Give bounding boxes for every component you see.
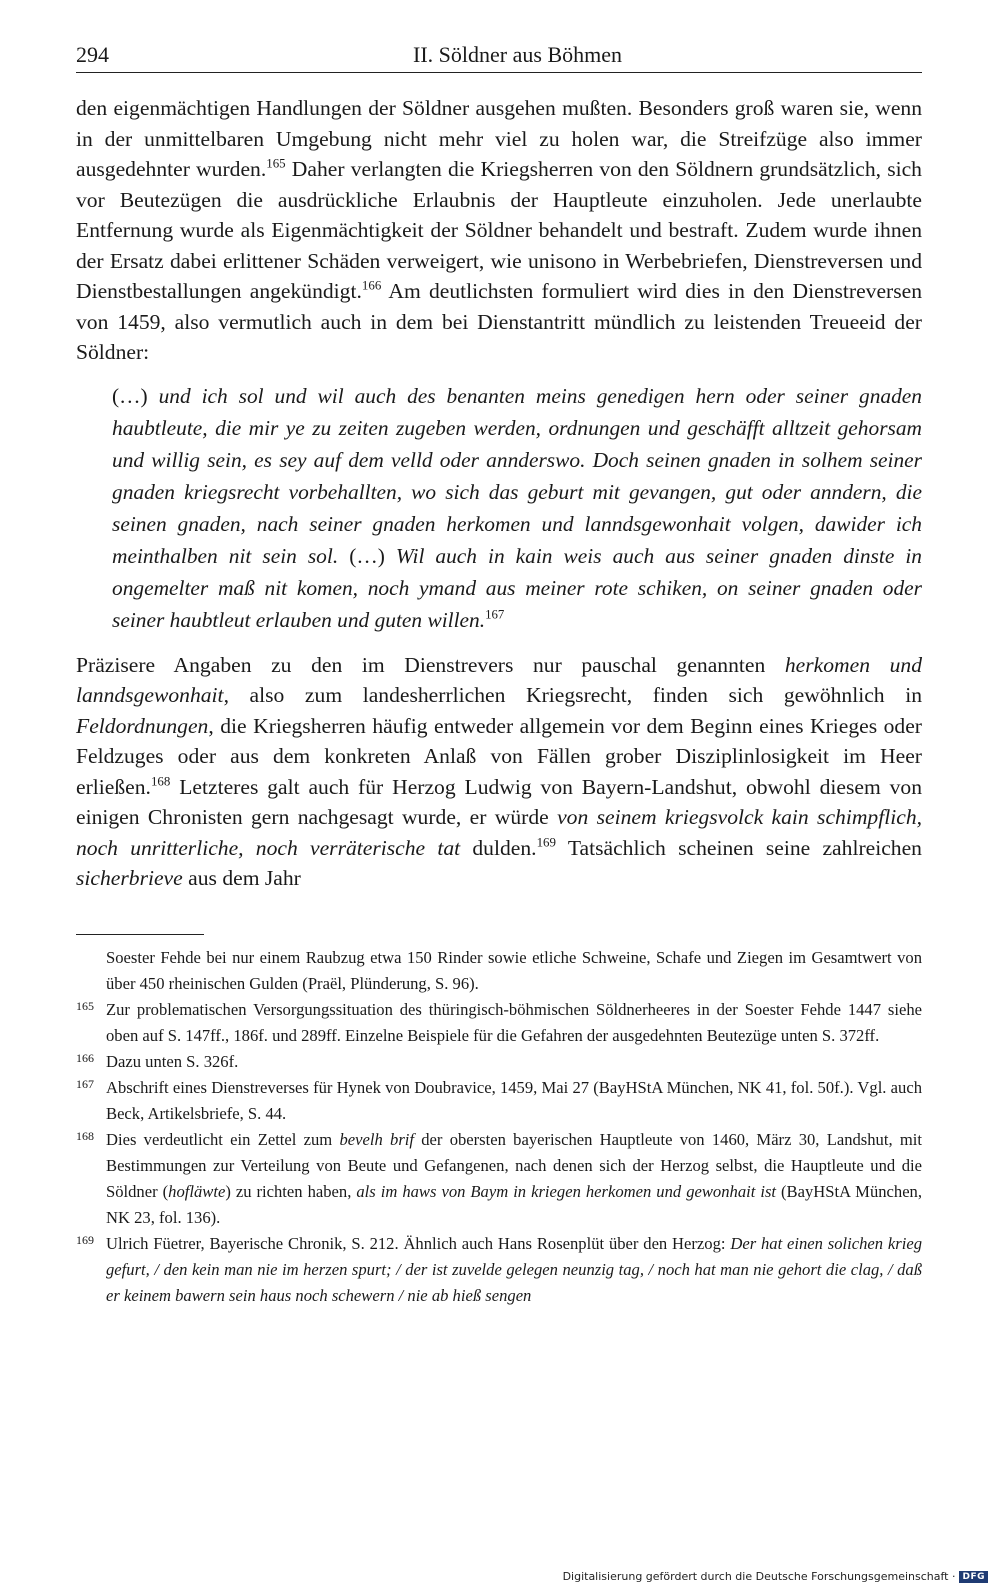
ellipsis: (…) <box>112 383 159 408</box>
page-number: 294 <box>76 42 109 67</box>
footer-credit: Digitalisierung gefördert durch die Deutsche Forschungsgemeinschaft · <box>562 1570 956 1583</box>
footnote-text: Abschrift eines Dienstreverses für Hynek von Doubravice, 1459, Mai 27 (BayHStA München, NK 41, fol. 50f.). Vgl. auch Beck, Artikelsbriefe, S. 44. <box>106 1077 922 1123</box>
text-run: dulden. <box>460 835 537 860</box>
text-run: , also zum landesherrlichen Kriegsrecht, finden sich gewöhnlich in <box>223 683 922 707</box>
footnote-number: 169 <box>76 1232 94 1247</box>
text-run: Daher verlangten die Kriegsherren von den Söldnern grundsätzlich, sich vor Beutezügen die ausdrückliche Erlaubnis der Hauptleute einzuholen. Jede unerlaubte Entfernung wurde als Eigenmächtigkeit der Söldner behandelt und bestraft. Zudem wurde ihnen der Ersatz dabei erlittener Schäden verweigert, wie unisono in Werbebriefen, Dienstreversen und Dienstbestallungen angekündigt. <box>76 157 922 303</box>
footnote-number: 165 <box>76 998 94 1013</box>
dfg-logo: DFG <box>959 1571 988 1583</box>
italic-term: sicherbrieve <box>76 866 183 890</box>
text-run: Präzisere Angaben zu den im Dienstrevers nur pauschal genannten <box>76 652 785 677</box>
footnotes <box>76 945 922 1309</box>
footnote-ref[interactable]: 165 <box>266 155 286 171</box>
footnote-168 <box>76 1127 922 1231</box>
footnote-continuation: Soester Fehde bei nur einem Raubzug etwa 150 Rinder sowie etliche Schweine, Schafe und Ziegen im Gesamtwert von über 450 rheinischen Gulden (Praël, Plünderung, S. 96). <box>106 947 922 993</box>
paragraph-1 <box>76 93 922 368</box>
footnote-ref[interactable]: 166 <box>361 277 382 293</box>
running-head <box>76 42 922 73</box>
quote-text: und ich sol und wil auch des benanten meins genedigen hern oder seiner gnaden haubtleute, die mir ye zu zeiten zugeben werden, ordnungen und geschäfft alltzeit gehorsam und willig sein, es sey auf dem velld oder annderswo. Doch seinen gnaden in solhem seiner gnaden kriegsrecht vorbehallten, wo sich das geburt mit gevangen, gut oder anndern, die seinen gnaden, nach seiner gnaden herkomen und lanndsgewonhait volgen, dawider ich meinthalben nit sein sol. <box>112 383 922 568</box>
footnote-separator <box>76 934 204 935</box>
italic-term: Feldordnungen <box>76 713 209 738</box>
footnote-number: 167 <box>76 1076 94 1091</box>
italic-term: herkomen und lanndsgewonhait <box>76 652 922 707</box>
italic-quote: von seinem kriegsvolck kain schimpflich, noch unritterliche, noch verräterische tat <box>76 805 923 860</box>
footnote-169 <box>76 1231 922 1309</box>
running-title: II. Söldner aus Böhmen <box>413 42 622 67</box>
digitization-footer <box>563 1570 988 1583</box>
footnote-166 <box>76 1049 922 1075</box>
text-run: Am deutlichsten formuliert wird dies in den Dienstreversen von 1459, also vermutlich auch in dem bei Dienstantritt mündlich zu leistenden Treueeid der Söldner: <box>76 279 923 364</box>
footnote-number: 166 <box>76 1050 94 1065</box>
paragraph-2 <box>76 650 922 894</box>
footnote-ref[interactable]: 169 <box>536 834 556 850</box>
book-page <box>76 42 922 1309</box>
text-run: Letzteres galt auch für Herzog Ludwig von Bayern-Landshut, obwohl diesem von einigen Chronisten gern nachgesagt wurde, er würde <box>76 774 922 829</box>
block-quote <box>112 380 922 636</box>
footnote-167 <box>76 1075 922 1127</box>
footnote-text: Zur problematischen Versorgungssituation des thüringisch-böhmischen Söldnerheeres in der Soester Fehde 1447 siehe oben auf S. 147ff., 186f. und 289ff. Einzelne Beispiele für die Gefahren der ausgedehnten Beutezüge unten S. 372ff. <box>106 999 922 1045</box>
text-run: , die Kriegsherren häufig entweder allgemein vor dem Beginn eines Krieges oder Feldzuges oder aus dem konkreten Anlaß von Fällen grober Disziplinlosigkeit im Heer erließen. <box>76 713 922 799</box>
text-run: aus dem Jahr <box>182 866 301 890</box>
main-text <box>76 93 922 894</box>
ellipsis: (…) <box>338 543 396 568</box>
footnote-165 <box>76 997 922 1049</box>
footnote-text: Ulrich Füetrer, Bayerische Chronik, S. 212. Ähnlich auch Hans Rosenplüt über den Herzog: Der hat einen solichen krieg gefurt, / den kein man nie im herzen spurt; / der ist zuvelde gelegen neunzig tag, / noch hat man nie gehort die clag, / daß er keinem bawern sein haus noch schewern / nie ab hieß sengen <box>106 1233 923 1305</box>
footnote-text: Dies verdeutlicht ein Zettel zum bevelh brif der obersten bayerischen Hauptleute von 1460, März 30, Landshut, mit Bestimmungen zur Verteilung von Beute und Gefangenen, nach denen sich der Herzog selbst, die Hauptleute und die Söldner (hofläwte) zu richten haben, als im haws von Baym in kriegen herkomen und gewonhait ist (BayHStA München, NK 23, fol. 136). <box>106 1129 923 1227</box>
text-run: Tatsächlich scheinen seine zahlreichen <box>556 835 922 860</box>
quote-text: Wil auch in kain weis auch aus seiner gnaden dinste in ongemelter maß nit komen, noch ymand aus meiner rote schiken, on seiner gnaden oder seiner haubtleut erlauben und guten willen. <box>112 543 922 632</box>
footnote-ref[interactable]: 168 <box>150 773 171 789</box>
footnote-text: Dazu unten S. 326f. <box>106 1051 239 1071</box>
footnote-ref[interactable]: 167 <box>485 607 505 622</box>
text-run: den eigenmächtigen Handlungen der Söldner ausgehen mußten. Besonders groß waren sie, wenn in der unmittelbaren Umgebung nicht mehr viel zu holen war, die Streifzüge also immer ausgedehnter wurden. <box>76 96 922 181</box>
footnote-number: 168 <box>76 1128 94 1143</box>
